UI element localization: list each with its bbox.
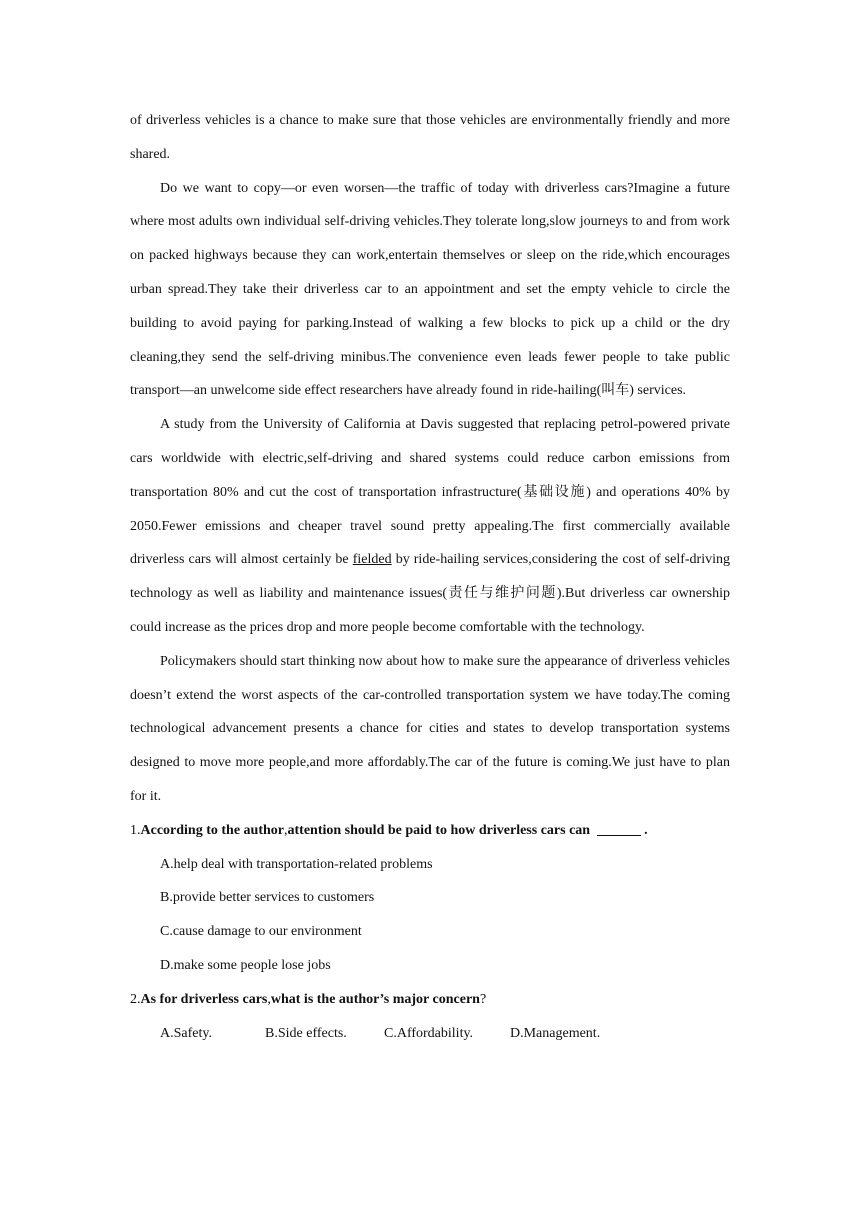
paragraph-2: Do we want to copy—or even worsen—the traffic of today with driverless cars?Imagine a future where most adults own individual self-driving vehicles.They tolerate long,slow journeys to and from work on packed highways because they can work,entertain themselves or sleep on the ride,which encourages urban spread.They take their driverless car to an appointment and set the empty vehicle to circle the building to avoid paying for parking.Instead of walking a few blocks to pick up a child or the dry cleaning,they send the self-driving minibus.The convenience even leads fewer people to take public transport—an unwelcome side effect researchers have already found in ride-hailing(叫车) services. bbox=[130, 180, 730, 399]
document-page bbox=[130, 104, 730, 1050]
question-1-number: 1 bbox=[130, 822, 137, 838]
question-2-option-b: B.Side effects. bbox=[265, 1025, 347, 1041]
question-1-option-c: C.cause damage to our environment bbox=[160, 924, 362, 940]
question-2-stem: As for driverless cars bbox=[140, 991, 268, 1007]
paragraph-3-part-b: by ride-hailing services,considering the cost of self-driving technology as well as liability and maintenance issues(责任与维护问题).But driverless car ownership could increase as the prices drop and more people become comfortable with the technology. bbox=[130, 552, 731, 635]
question-2: 2.As for driverless cars,what is the author’s major concern? bbox=[130, 991, 487, 1007]
paragraph-4: Policymakers should start thinking now about how to make sure the appearance of driverless vehicles doesn’t extend the worst aspects of the car-controlled transportation system we have today.The coming technological advancement presents a chance for cities and states to develop transportation systems designed to move more people,and more affordably.The car of the future is coming.We just have to plan for it. bbox=[130, 653, 730, 804]
question-1-option-d: D.make some people lose jobs bbox=[160, 957, 331, 973]
question-2-option-d: D.Management. bbox=[510, 1025, 601, 1041]
question-1-stem: According to the author bbox=[140, 822, 284, 838]
question-2-stem-rest: what is the author’s major concern bbox=[270, 991, 480, 1007]
paragraph-3 bbox=[130, 408, 730, 645]
answer-blank bbox=[597, 821, 641, 836]
question-2-options bbox=[130, 1017, 730, 1051]
question-1: 1.According to the author,attention should be paid to how driverless cars can . bbox=[130, 822, 648, 838]
question-2-option-c: C.Affordability. bbox=[384, 1025, 474, 1041]
question-1-stem-rest: attention should be paid to how driverless cars can bbox=[287, 822, 591, 838]
question-2-number: 2 bbox=[130, 991, 137, 1007]
paragraph-1: of driverless vehicles is a chance to make sure that those vehicles are environmentally friendly and more shared. bbox=[130, 113, 730, 162]
question-2-option-a: A.Safety. bbox=[160, 1025, 212, 1041]
underlined-word-fielded: fielded bbox=[352, 552, 392, 568]
paragraph-3-part-a: A study from the University of California at Davis suggested that replacing petrol-powered private cars worldwide with electric,self-driving and shared systems could reduce carbon emissions from transportation 80% and cut the cost of transportation infrastructure(基础设施) and operations 40% by 2050.Fewer emissions and cheaper travel sound pretty appealing.The first commercially available driverless cars will almost certainly be bbox=[130, 417, 730, 568]
question-1-option-b: B.provide better services to customers bbox=[160, 890, 375, 906]
question-1-option-a: A.help deal with transportation-related problems bbox=[160, 856, 433, 872]
